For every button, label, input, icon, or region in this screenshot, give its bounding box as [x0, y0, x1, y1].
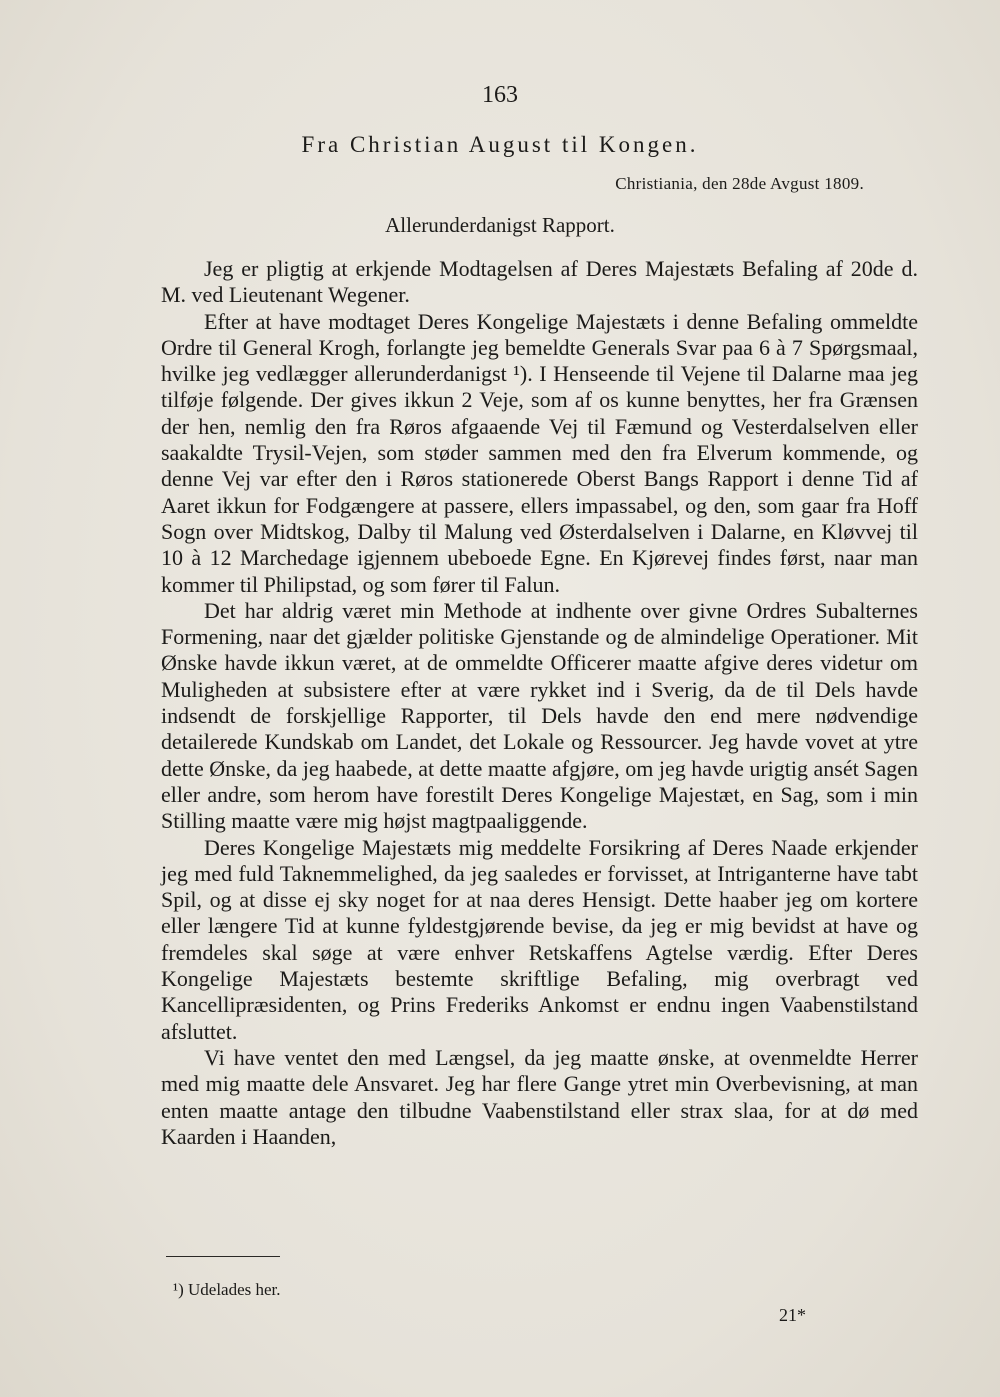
footnote-divider: [166, 1256, 280, 1257]
page-number: 163: [482, 82, 518, 108]
dateline: Christiania, den 28de Avgust 1809.: [615, 174, 864, 193]
paragraph: Det har aldrig været min Methode at indhente over givne Ordres Subalternes Formening, naar det gjælder politiske Gjenstande og de almindelige Operationer. Mit Ønske havde ikkun været, at de ommeldte Officerer maatte afgive deres videtur om Muligheden at subsistere efter at være rykket ind i Sverig, da de til Dels havde indsendt de forskjellige Rapporter, til Dels havde den end mere nødvendige detailerede Kundskab om Landet, det Lokale og Ressourcer. Jeg havde vovet at ytre dette Ønske, da jeg haabede, at dette maatte afgjøre, om jeg havde urigtig ansét Sagen eller andre, som herom have forestilt Deres Kongelige Majestæt, en Sag, som i min Stilling maatte være mig højst magtpaaliggende.: [161, 597, 918, 834]
sheet-signature: 21*: [779, 1305, 806, 1325]
paragraph: Deres Kongelige Majestæts mig meddelte Forsikring af Deres Naade erkjender jeg med fuld Taknemmelighed, da jeg saaledes er forvisset, at Intriganterne have tabt Spil, og at disse ej sky noget for at naa deres Hensigt. Dette haaber jeg om kortere eller længere Tid at kunne fyldestgjørende bevise, da jeg er mig bevidst at have og fremdeles skal søge at være enhver Retskaffens Agtelse værdig. Efter Deres Kongelige Majestæts bestemte skriftlige Befaling, mig overbragt ved Kancellipræsidenten, og Prins Frederiks Ankomst er endnu ingen Vaabenstilstand afsluttet.: [161, 834, 918, 1044]
paragraph: Vi have ventet den med Længsel, da jeg maatte ønske, at ovenmeldte Herrer med mig maatte dele Ansvaret. Jeg har flere Gange ytret min Overbevisning, at man enten maatte antage den tilbudne Vaabenstilstand eller strax slaa, for at dø med Kaarden i Haanden,: [161, 1044, 918, 1149]
footnote: ¹) Udelades her.: [173, 1280, 281, 1299]
report-heading: Allerunderdanigst Rapport.: [385, 213, 615, 237]
paragraph: Jeg er pligtig at erkjende Modtagelsen af Deres Majestæts Befaling af 20de d. M. ved Lieutenant Wegener.: [161, 256, 918, 308]
letter-body: [161, 256, 918, 1150]
paragraph: Efter at have modtaget Deres Kongelige Majestæts i denne Befaling ommeldte Ordre til General Krogh, forlangte jeg bemeldte Generals Svar paa 6 à 7 Spørgsmaal, hvilke jeg vedlægger allerunderdanigst ¹). I Henseende til Vejene til Dalarne maa jeg tilføje følgende. Der gives ikkun 2 Veje, som af os kunne benyttes, her fra Grænsen der hen, nemlig den fra Røros afgaaende Vej til Fæmund og Vesterdalselven eller saakaldte Trysil-Vejen, som støder sammen med den fra Elverum kommende, og denne Vej var efter den i Røros stationerede Oberst Bangs Rapport i denne Tid af Aaret ikkun for Fodgængere at passere, ellers impassabel, og den, som gaar fra Hoff Sogn over Midtskog, Dalby til Malung ved Østerdalselven i Dalarne, en Kløvvej til 10 à 12 Marchedage igjennem ubeboede Egne. En Kjørevej findes først, naar man kommer til Philipstad, og som fører til Falun.: [161, 308, 918, 597]
letter-title: Fra Christian August til Kongen.: [301, 132, 699, 157]
